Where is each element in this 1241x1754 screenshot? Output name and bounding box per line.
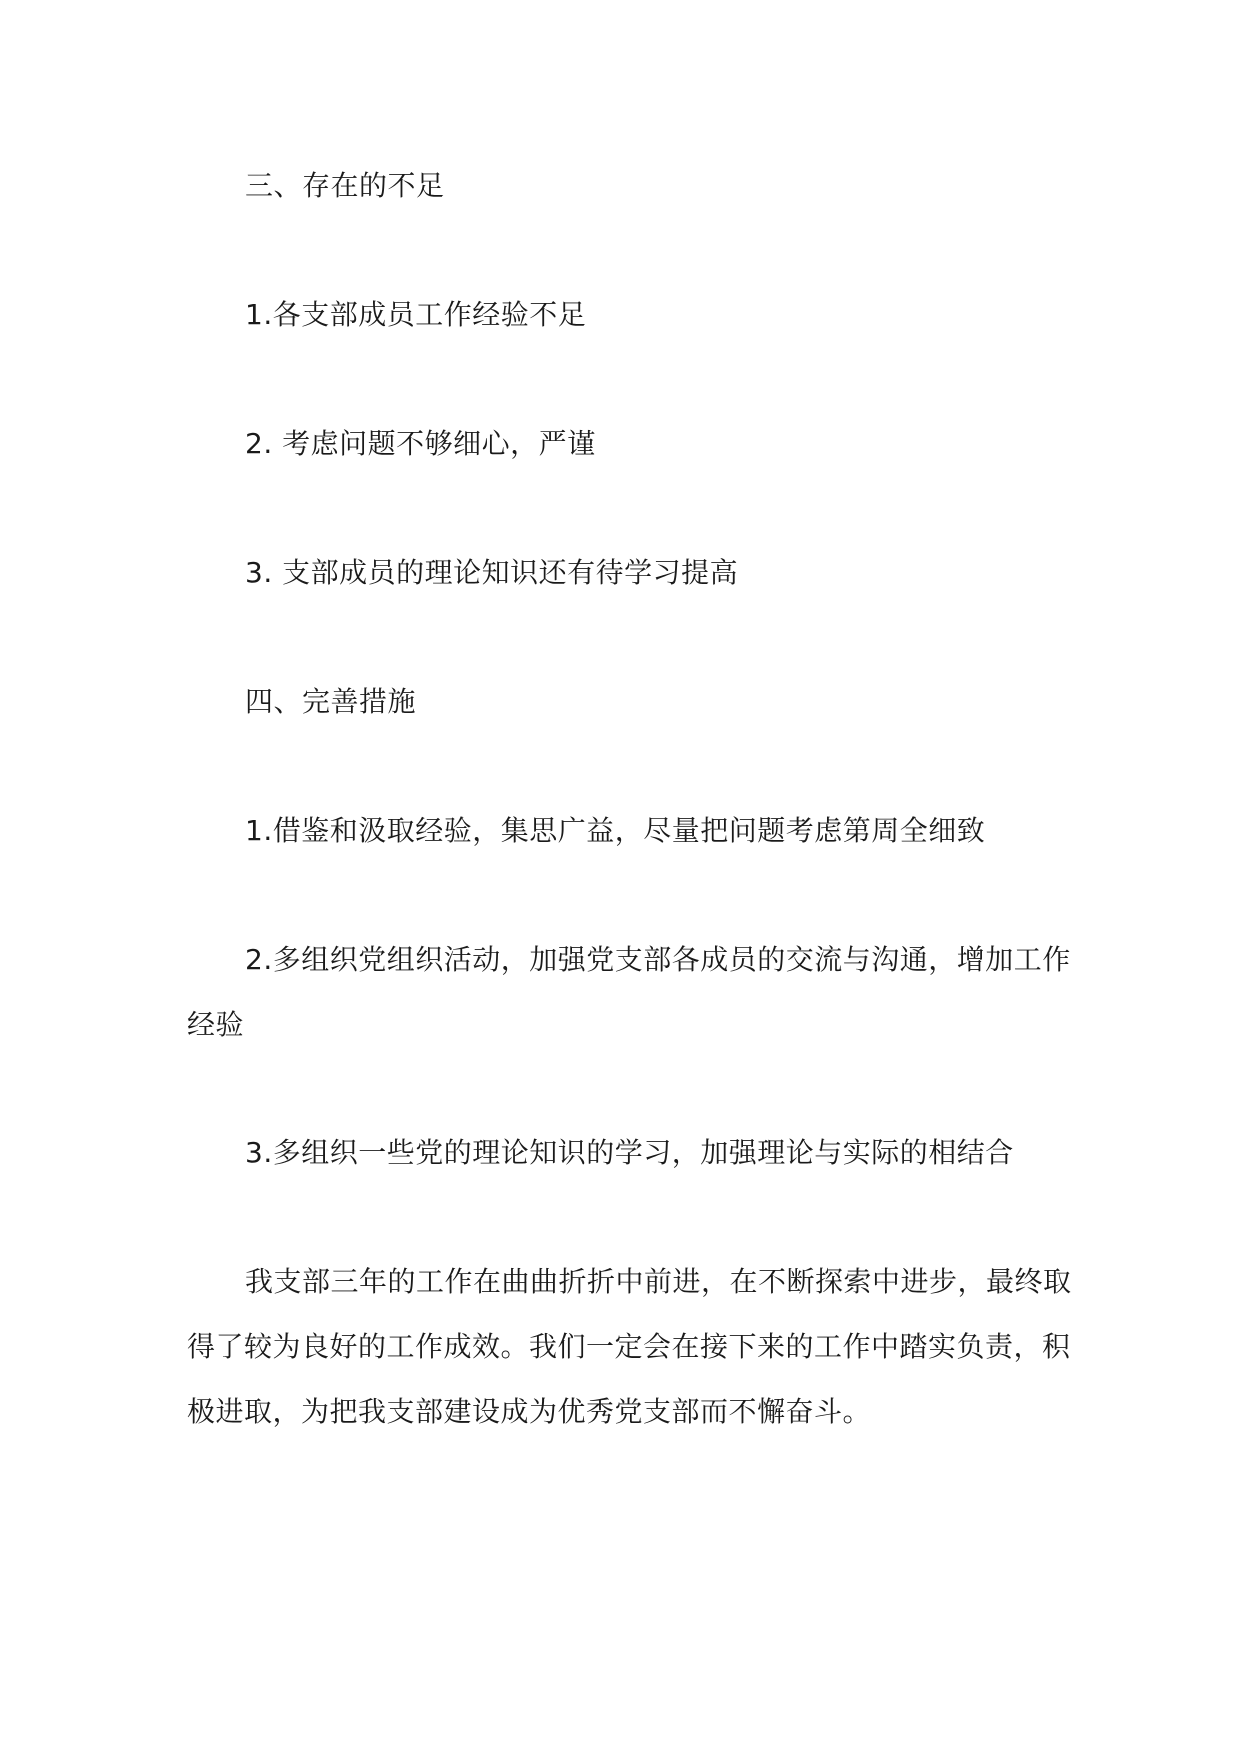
shortcoming-item-3: 3. 支部成员的理论知识还有待学习提高 <box>245 556 739 589</box>
section-heading-shortcomings: 三、存在的不足 <box>245 169 445 202</box>
measure-item-1: 1.借鉴和汲取经验，集思广益，尽量把问题考虑第周全细致 <box>245 814 986 847</box>
section-heading-measures: 四、完善措施 <box>245 685 417 718</box>
conclusion-paragraph: 我支部三年的工作在曲曲折折中前进，在不断探索中进步，最终取得了较为良好的工作成效。我们一定会在接下来的工作中踏实负责，积极进取，为把我支部建设成为优秀党支部而不懈奋斗。 <box>187 1265 1072 1428</box>
shortcoming-item-1: 1.各支部成员工作经验不足 <box>245 298 587 331</box>
measure-item-2: 2.多组织党组织活动，加强党支部各成员的交流与沟通，增加工作经验 <box>187 943 1071 1041</box>
shortcoming-item-2: 2. 考虑问题不够细心，严谨 <box>245 427 596 460</box>
measure-item-3: 3.多组织一些党的理论知识的学习，加强理论与实际的相结合 <box>245 1136 1014 1169</box>
